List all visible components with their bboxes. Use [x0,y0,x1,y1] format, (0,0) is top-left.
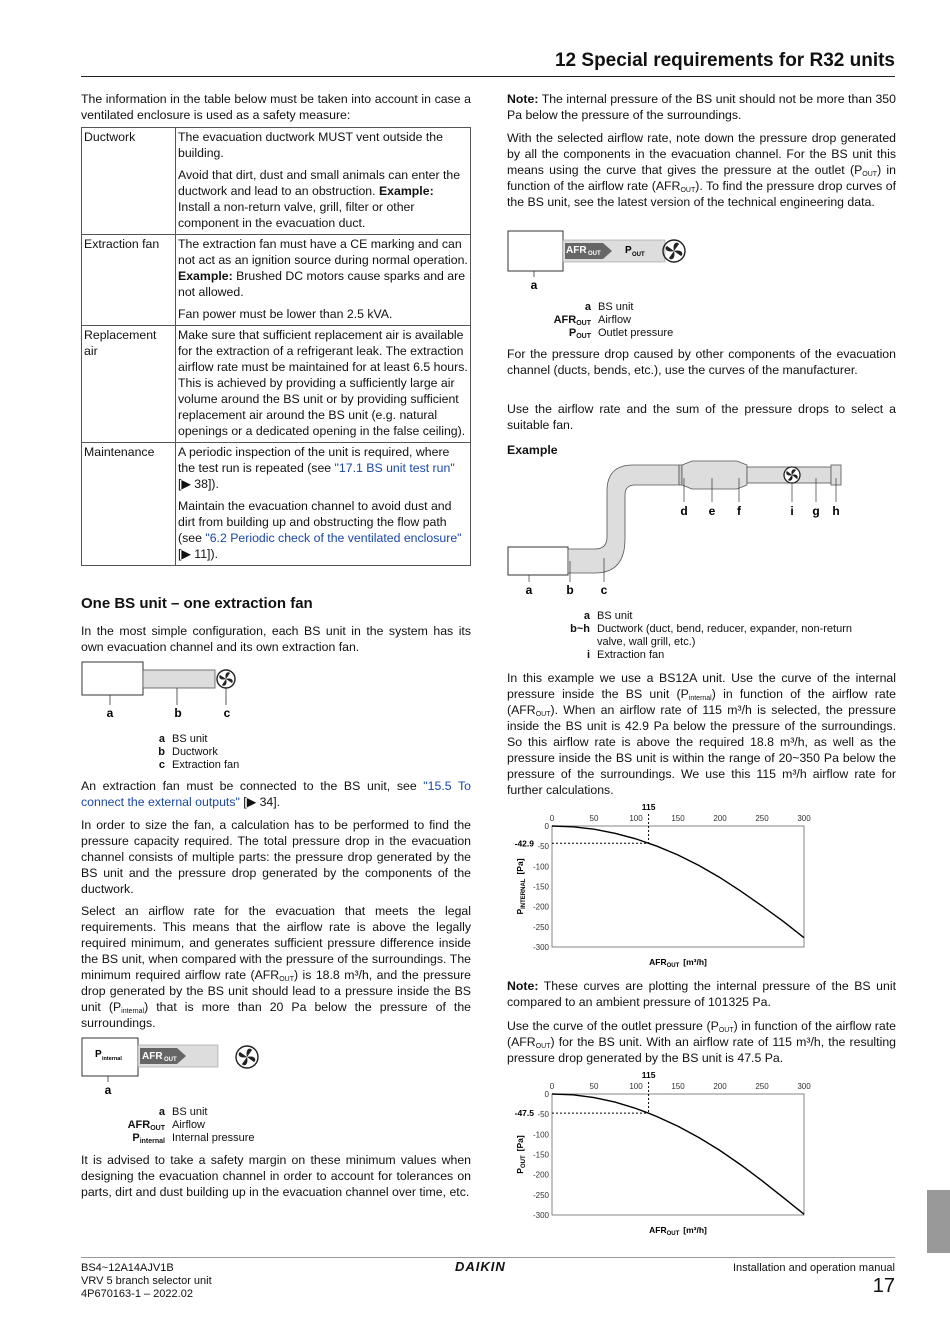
x-axis-label-main: AFR [649,1225,667,1235]
pressure-curve [552,826,804,938]
y-axis-label-main: P [515,908,525,915]
legend-value: BS unit [597,610,633,622]
brand-logo: DAIKIN [455,1259,506,1274]
legend-key: a [583,610,590,622]
legend-value: Extraction fan [597,649,665,661]
text: The extraction fan must have a CE marking and can not act as an ignition source during normal operation. [178,237,468,267]
legend-key: P [568,327,577,339]
table-value-cell [176,235,471,326]
fig2-p-label: P [95,1049,102,1060]
chapter-tab [927,1190,950,1253]
legend-key: b~h [570,623,590,635]
legend-value: BS unit [172,1106,208,1118]
extraction-fan-icon [663,240,685,262]
text: In this example we use a BS12A unit. Use the curve of the internal pressure inside the BS unit (P [507,671,896,701]
x-tick-label: 150 [671,1082,685,1091]
table-value-cell [176,326,471,443]
footer-model: BS4~12A14AJV1B [81,1262,174,1274]
text: Example: [178,269,233,283]
chart-outlet-pressure [507,1068,817,1240]
y-tick-label: 0 [544,1090,549,1099]
page-header-title: 12 Special requirements for R32 units [554,50,895,71]
fig3-p-sub: OUT [632,252,645,258]
x-tick-label: 200 [713,814,727,823]
example-title: Example [507,443,558,457]
text: Select an airflow rate for the evacuation that meets the legal requirements. This means that the airflow rate is above the legally required minimum, and generates sufficient pressure difference inside the BS unit, when compared with the pressure of the surroundings. The minimum required airflow rate (AFR [81,904,471,982]
fig1-label-c: c [223,706,231,720]
table-paragraph [178,498,468,562]
y-axis-label [515,1135,527,1174]
x-axis-label-sub: OUT [666,1231,680,1237]
x-tick-label: 100 [629,1082,643,1091]
table-key-cell: Replacement air [82,326,176,443]
text: Install a non-return valve, grill, filter or other component in the evacuation duct. [178,200,415,230]
link-external-outputs[interactable]: "15.5 To connect the external outputs" [81,779,471,809]
y-axis-label-main: P [515,1168,525,1174]
legend-figure-1 [130,733,239,772]
legend-figure-3 [526,301,673,340]
fig4-label-d: d [680,504,688,518]
footer-description: VRV 5 branch selector unit [81,1275,212,1287]
legend-key-sub: OUT [576,333,591,340]
text: A periodic inspection of the unit is required, where the test run is repeated (see [178,445,450,475]
text: ) in function of the airflow rate (AFR [507,163,896,193]
fig3-p-label: P [625,245,632,256]
table-paragraph [178,236,468,300]
text: Use the curve of the outlet pressure (P [507,1019,719,1033]
simple-config-paragraph: In the most simple configuration, each BS unit in the system has its own evacuation channel and its own extraction fan. [81,624,471,654]
legend-value: Ductwork (duct, bend, reducer, expander, non-return valve, wall grill, etc.) [597,623,852,648]
table-key-cell: Ductwork [82,128,176,235]
subscript: OUT [680,187,696,194]
table-paragraph [178,306,468,322]
legend-key: a [158,1106,165,1118]
text: An extraction fan must be connected to the BS unit, see [81,779,424,793]
x-tick-label: 50 [589,814,599,823]
table-row [82,128,471,235]
cross-reference-link[interactable]: "6.2 Periodic check of the ventilated enclosure" [205,531,462,545]
extraction-fan-icon [236,1046,258,1068]
fig4-label-c: c [600,583,608,597]
text: Make sure that sufficient replacement air is available for the extraction of a refrigerant leak. The extraction airflow rate must be maintained for at least 6.5 hours. This is achieved by providing a sufficiently large air volume around the BS unit or by providing sufficient replacement air around the BS unit (e.g. natural openings or a dedicated opening in the false ceiling). [178,328,468,438]
text: With the selected airflow rate, note down the pressure drop generated by all the components in the evacuation channel. For the BS unit this means using the curve that gives the pressure at the outlet (P [507,131,896,177]
table-paragraph [178,129,468,161]
legend-key: a [158,733,165,745]
bs-unit-box [82,662,143,695]
fig4-label-a: a [525,583,533,597]
table-paragraph [178,444,468,492]
legend-value: Internal pressure [172,1132,255,1144]
header-divider [81,76,895,77]
subscript: OUT [279,976,294,983]
text: ) is 18.8 m³/h, and the pressure drop generated by the BS unit should lead to a pressure inside the BS unit (P [81,968,471,1014]
text: ) that is more than 20 Pa below the pressure of the surroundings. [81,1000,471,1030]
y-tick-label: -250 [532,922,549,932]
sizing-paragraph: In order to size the fan, a calculation has to be performed to find the pressure capacity required. The total pressure drop in the evacuation channel consists of multiple parts: the pressure drop generated by the BS unit and the pressure drop generated by the components of the ductwork. [81,818,471,896]
table-value-cell [176,443,471,566]
bs-unit-box [508,231,563,271]
text: ) for the BS unit. With an airflow rate of 115 m³/h, the resulting pressure drop generated by the BS unit is 47.5 Pa. [507,1035,896,1065]
legend-key: P [132,1132,140,1144]
plot-frame [552,1094,804,1215]
subscript: internal [688,695,712,702]
plot-frame [552,826,804,947]
text: ). To find the pressure drop curves of the BS unit, see the latest version of the technical engineering data. [507,179,896,209]
legend-key-sub: internal [139,1138,165,1145]
x-tick-label: 300 [797,1082,811,1091]
legend-key-sub: OUT [576,320,591,327]
fig3-afr-sub: OUT [588,251,601,257]
table-row [82,235,471,326]
marker-x-label: 115 [641,802,656,812]
table-row [82,326,471,443]
fig4-label-e: e [708,504,716,518]
legend-value: Extraction fan [172,759,240,771]
figure-simple-configuration [81,661,261,721]
legend-key: b [158,746,165,758]
marker-x-label: 115 [641,1070,656,1080]
text: ). When an airflow rate of 115 m³/h is selected, the pressure inside the BS unit is 42.9 Pa below the pressure of the surroundings. So this airflow rate is above the required 18.8 m³/h, as well as the pressure inside the BS unit is within the range of 20~350 Pa below the pressure of the surroundings. We use this 115 m³/h airflow rate for further calculations. [507,703,896,797]
table-key-cell: Extraction fan [82,235,176,326]
section-title: One BS unit – one extraction fan [81,595,313,612]
footer-manual: Installation and operation manual [732,1262,895,1274]
intro-paragraph: The information in the table below must be taken into account in case a ventilated enclosure is used as a safety measure: [81,92,471,122]
y-tick-label: -50 [537,842,549,852]
y-tick-label: -200 [532,902,549,912]
fig3-label-a: a [530,278,538,292]
x-tick-label: 250 [755,814,769,823]
fig1-label-b: b [174,706,182,720]
text: Avoid that dirt, dust and small animals can enter the ductwork and lead to an obstruction. [178,168,461,198]
safety-margin-paragraph: It is advised to take a safety margin on these minimum values when designing the evacuation channel in order to account for tolerances on parts, dirt and dust building up in the evacuation channel over time, etc. [81,1153,471,1199]
fig4-label-b: b [566,583,574,597]
x-tick-label: 100 [629,814,643,823]
legend-key-sub: OUT [150,1125,165,1132]
figure-example-ductwork [507,458,847,600]
x-tick-label: 300 [797,814,811,823]
y-tick-label: -300 [532,943,549,952]
example-paragraph [507,670,896,798]
text: The internal pressure of the BS unit should not be more than 350 Pa below the pressure of the surroundings. [507,92,896,122]
table-row [82,443,471,566]
legend-key: AFR [553,314,577,326]
select-fan-paragraph: Use the airflow rate and the sum of the pressure drops to select a suitable fan. [507,402,896,432]
text: [▶ 11]). [178,547,218,561]
cross-reference-link[interactable]: "17.1 BS unit test run" [334,461,455,475]
fig1-label-a: a [106,706,114,720]
x-tick-label: 0 [549,1082,555,1091]
legend-value: Ductwork [172,746,218,758]
marker-y-label: -47.5 [514,1108,534,1119]
y-tick-label: -300 [532,1211,549,1220]
bs-unit-box [508,547,568,575]
text: These curves are plotting the internal pressure of the BS unit compared to an ambient pressure of 101325 Pa. [507,979,896,1009]
text: ) in function of the airflow rate (AFR [507,687,896,717]
text: Brushed DC motors cause sparks and are not allowed. [178,269,466,299]
footer-code: 4P670163-1 – 2022.02 [81,1288,193,1300]
table-paragraph [178,327,468,439]
y-axis-label-unit: [Pa] [515,1135,525,1152]
legend-key: a [584,301,591,313]
duct-bend-shape [568,465,679,573]
fig2-afr-sub: OUT [164,1057,177,1063]
figure-outlet-pressure [507,230,692,292]
x-tick-label: 0 [549,814,555,823]
table-value-cell [176,128,471,235]
legend-figure-2 [100,1106,255,1145]
figure-internal-pressure [81,1037,271,1099]
airflow-rate-paragraph [507,130,896,210]
extraction-fan-icon [784,467,800,483]
footer-divider [81,1257,895,1258]
legend-value: BS unit [172,733,208,745]
y-tick-label: -50 [537,1110,549,1120]
y-axis-label-unit: [Pa] [515,858,525,875]
y-tick-label: -100 [532,862,549,872]
text: Maintain the evacuation channel to avoid dust and dirt from building up and obstructing the flow path (see [178,499,452,545]
expander-shape [682,461,747,489]
y-tick-label: -100 [532,1130,549,1140]
legend-key: AFR [127,1119,151,1131]
chart-internal-pressure [507,800,817,972]
marker-y-label: -42.9 [514,838,534,849]
note-label: Note: [507,979,539,993]
x-axis-label-main: AFR [649,957,667,967]
subscript: OUT [718,1027,734,1034]
page-number: 17 [872,1275,895,1297]
fig2-label-a: a [104,1083,112,1097]
ductwork-shape [143,670,215,688]
text: The evacuation ductwork MUST vent outside the building. [178,130,443,160]
x-axis-label-sub: OUT [666,963,680,969]
legend-value: Outlet pressure [598,327,674,339]
legend-value: Airflow [172,1119,206,1131]
x-axis-label [649,1225,707,1237]
y-axis-label [515,858,527,914]
text: Example: [378,184,434,198]
x-tick-label: 50 [589,1082,599,1091]
fig2-afr-label: AFR [142,1051,163,1062]
legend-value: Airflow [598,314,632,326]
connect-paragraph [81,778,471,810]
table-key-cell: Maintenance [82,443,176,566]
x-axis-label [649,957,707,969]
subscript: OUT [862,171,878,178]
fig4-label-g: g [812,504,820,518]
y-axis-label-sub: OUT [521,1155,527,1169]
fig4-label-i: i [790,504,794,518]
legend-figure-4 [550,610,890,662]
table-paragraph [178,167,468,231]
footer-left [81,1262,212,1301]
fig2-p-sub: internal [102,1056,122,1062]
fig3-afr-label: AFR [566,245,587,256]
text: ) in function of the airflow rate (AFR [507,1019,896,1049]
y-tick-label: -150 [532,1150,549,1160]
x-axis-label-unit: [m³/h] [683,1225,707,1235]
x-tick-label: 200 [713,1082,727,1091]
subscript: OUT [535,711,551,718]
pressure-curve [552,1094,804,1214]
legend-key: c [158,759,165,771]
y-tick-label: -250 [532,1190,549,1200]
note-label: Note: [507,92,539,106]
fig4-label-h: h [832,504,840,518]
text: [▶ 38]). [178,477,219,491]
extraction-fan-icon [217,670,235,688]
requirements-table [81,127,471,566]
x-tick-label: 250 [755,1082,769,1091]
y-tick-label: -200 [532,1170,549,1180]
airflow-selection-paragraph [81,903,471,1031]
subscript: OUT [535,1043,551,1050]
note-internal-pressure [507,91,896,123]
note-curves [507,978,896,1010]
legend-key: i [586,649,590,661]
text: Fan power must be lower than 2.5 kVA. [178,307,393,321]
outlet-pressure-paragraph [507,1018,896,1066]
y-tick-label: 0 [544,822,549,831]
text: [▶ 34]. [239,795,281,809]
other-components-paragraph: For the pressure drop caused by other components of the evacuation channel (ducts, bends, etc.), use the curves of the manufacturer. [507,347,896,377]
y-axis-label-sub: INTERNAL [521,878,527,909]
legend-value: BS unit [598,301,634,313]
y-tick-label: -150 [532,882,549,892]
x-axis-label-unit: [m³/h] [683,957,707,967]
fig4-label-f: f [737,504,741,518]
x-tick-label: 150 [671,814,685,823]
subscript: internal [121,1008,145,1015]
